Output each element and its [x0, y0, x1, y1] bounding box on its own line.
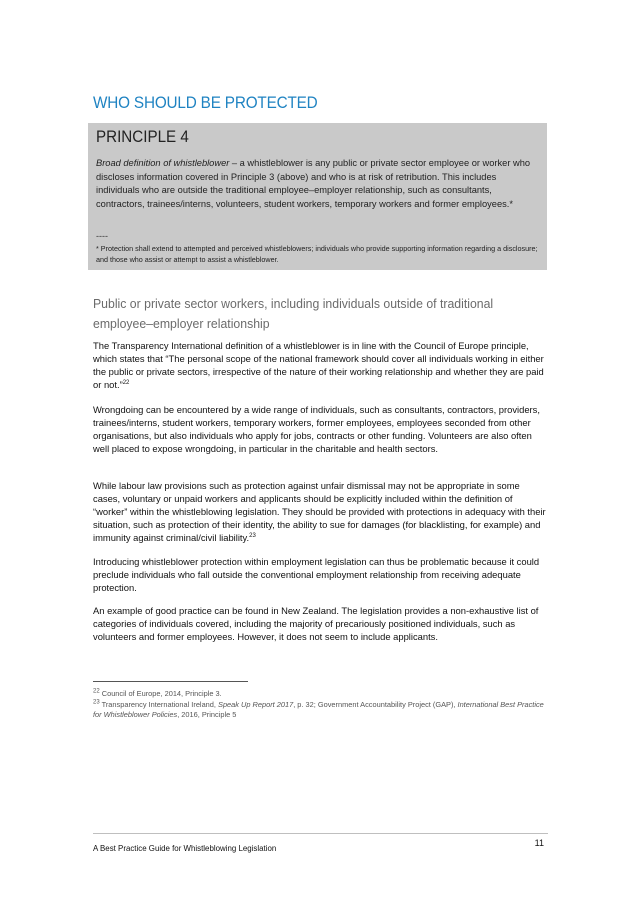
- section-title: WHO SHOULD BE PROTECTED: [93, 93, 318, 112]
- paragraph-3: [93, 480, 548, 545]
- principle-definition-text: – a whistleblower is any public or private sector employee or worker who discloses information covered in Principle 3 (above) and who is at risk of retribution. This includes individuals who are outside the traditional employee–employer relationship, such as consultants, contractors, trainees/interns, volunteers, student workers, temporary workers and former employees.*: [96, 158, 531, 209]
- principle-definition: [96, 157, 541, 211]
- footnote-ref-22[interactable]: 22: [122, 379, 130, 386]
- paragraph-1-text: The Transparency International definition of a whistleblower is in line with the Council of Europe principle, which states that “The personal scope of the national framework should cover all individuals working in either the public or private sectors, irrespective of the nature of their working relationship and whether they are paid or not.”: [93, 340, 544, 390]
- footnote-23-title-2: International Best Practice for Whistleblower Policies: [93, 699, 544, 720]
- paragraph-3-text: While labour law provisions such as protection against unfair dismissal may not be appropriate in some cases, voluntary or unpaid workers and applicants should be explicitly included within the definition of “worker” within the whistleblowing legislation. They should be provided with protections in adequacy with their situation, such as protection of their identity, the ability to sue for damages (for blacklisting, for example) and immunity against criminal/civil liability.: [93, 480, 546, 543]
- footnote-23-text-c: , 2016, Principle 5: [177, 710, 237, 720]
- footnote-22-text: Council of Europe, 2014, Principle 3.: [99, 689, 222, 698]
- principle-note: * Protection shall extend to attempted and perceived whistleblowers; individuals who provide supporting information regarding a disclosure; and those who assist or attempt to assist a whistleblower.: [96, 244, 538, 264]
- paragraph-2: Wrongdoing can be encountered by a wide range of individuals, such as consultants, contractors, providers, trainees/interns, student workers, temporary workers, former employees, employees seconded from other organisations, but also individuals who apply for jobs, contracts or other funding. Volunteers are also often well placed to expose wrongdoing, in particular in the charitable and health sectors.: [93, 404, 540, 454]
- footnote-22-number: 22: [93, 688, 100, 695]
- footnote-23: [93, 700, 548, 721]
- subheading: Public or private sector workers, including individuals outside of traditional employee–employer relationship: [93, 296, 494, 331]
- footnote-23-title-1: Speak Up Report 2017: [218, 699, 294, 709]
- paragraph-1: [93, 340, 548, 392]
- footer-divider: [93, 833, 548, 834]
- footnote-23-text-b: , p. 32; Government Accountability Project (GAP),: [293, 699, 458, 709]
- footnote-23-text-a: Transparency International Ireland,: [99, 699, 219, 709]
- principle-title: PRINCIPLE 4: [96, 128, 189, 146]
- footnote-ref-23[interactable]: 23: [249, 532, 256, 539]
- footnotes: [93, 689, 548, 721]
- footnote-22: [93, 689, 548, 700]
- footnote-23-number: 23: [93, 699, 100, 706]
- paragraph-5: An example of good practice can be found in New Zealand. The legislation provides a non-exhaustive list of categories of individuals covered, including the majority of precariously positioned individuals, such as volunteers and former employees. However, it does not seem to include applicants.: [93, 605, 539, 642]
- principle-term: Broad definition of whistleblower: [96, 158, 230, 168]
- footer-title: A Best Practice Guide for Whistleblowing Legislation: [93, 843, 277, 853]
- page-number: 11: [534, 838, 544, 848]
- paragraph-4: Introducing whistleblower protection within employment legislation can thus be problematic because it could preclude individuals who fall outside the conventional employment relationship from receiving adequate protection.: [93, 556, 540, 593]
- principle-box: [88, 123, 547, 270]
- principle-divider: ----: [96, 231, 108, 241]
- footnote-separator: [93, 681, 248, 682]
